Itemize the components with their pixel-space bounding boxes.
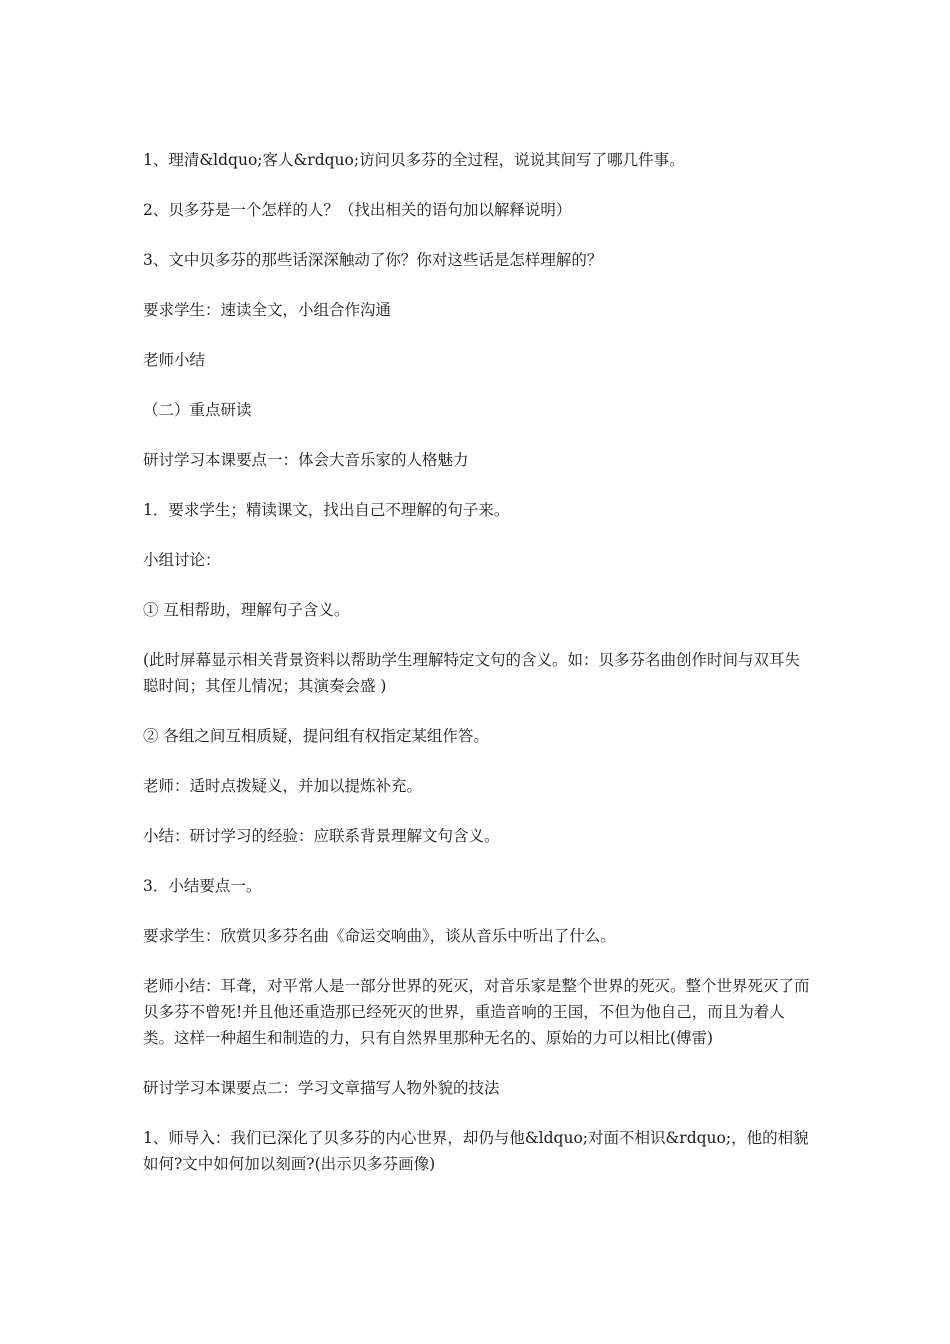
paragraph-14: 小结：研讨学习的经验：应联系背景理解文句含义。 bbox=[143, 827, 500, 845]
paragraph-19: 1、师导入：我们已深化了贝多芬的内心世界，却仍与他&ldquo;对面不相识&rdquo;，他的相貌如何?文中如何加以刻画?(出示贝多芬画像) bbox=[143, 1129, 809, 1173]
paragraph-13: 老师：适时点拨疑义，并加以提炼补充。 bbox=[143, 777, 423, 795]
paragraph-8: 1．要求学生；精读课文，找出自己不理解的句子来。 bbox=[143, 501, 510, 519]
paragraph-17: 老师小结：耳聋，对平常人是一部分世界的死灭，对音乐家是整个世界的死灭。整个世界死灭了而贝多芬不曾死!并且他还重造那已经死灭的世界，重造音响的王国，不但为他自己，而且为着人类。这样一种超生和制造的力，只有自然界里那种无名的、原始的力可以相比(傅雷) bbox=[143, 977, 810, 1047]
paragraph-6: （二）重点研读 bbox=[143, 401, 252, 419]
paragraph-5: 老师小结 bbox=[143, 351, 206, 369]
paragraph-9: 小组讨论： bbox=[143, 551, 221, 569]
paragraph-12: ② 各组之间互相质疑，提问组有权指定某组作答。 bbox=[143, 727, 489, 745]
document-body bbox=[143, 147, 811, 1201]
paragraph-10: ① 互相帮助，理解句子含义。 bbox=[143, 601, 350, 619]
paragraph-2: 2、贝多芬是一个怎样的人？（找出相关的语句加以解释说明） bbox=[143, 201, 572, 219]
paragraph-4: 要求学生：速读全文，小组合作沟通 bbox=[143, 301, 392, 319]
paragraph-1: 1、理清&ldquo;客人&rdquo;访问贝多芬的全过程，说说其间写了哪几件事。 bbox=[143, 151, 685, 169]
paragraph-7: 研讨学习本课要点一：体会大音乐家的人格魅力 bbox=[143, 451, 469, 469]
paragraph-11: (此时屏幕显示相关背景资料以帮助学生理解特定文句的含义。如：贝多芬名曲创作时间与双耳失聪时间；其侄儿情况；其演奏会盛 ) bbox=[143, 651, 801, 695]
paragraph-3: 3、文中贝多芬的那些话深深触动了你？你对这些话是怎样理解的？ bbox=[143, 251, 603, 269]
paragraph-16: 要求学生：欣赏贝多芬名曲《命运交响曲》，谈从音乐中听出了什么。 bbox=[143, 927, 616, 945]
paragraph-18: 研讨学习本课要点二：学习文章描写人物外貌的技法 bbox=[143, 1079, 500, 1097]
paragraph-15: 3．小结要点一。 bbox=[143, 877, 262, 895]
